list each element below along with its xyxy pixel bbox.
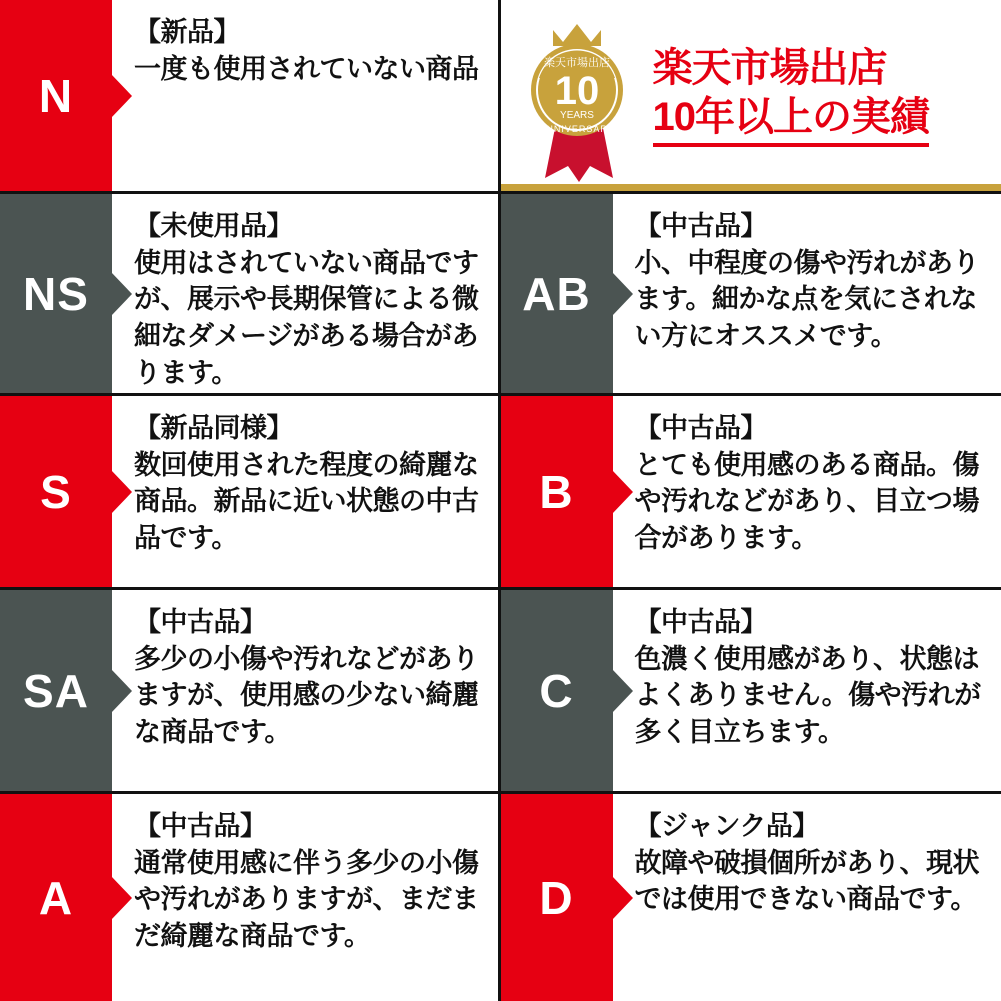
grade-text-a: [112, 794, 498, 1001]
svg-text:YEARS: YEARS: [559, 109, 594, 121]
arrow-icon: [111, 876, 132, 920]
arrow-icon: [111, 74, 132, 118]
grade-code-b: B: [539, 465, 574, 518]
anniversary-medal-icon: [509, 6, 645, 182]
grade-heading-d: 【ジャンク品】: [634, 811, 819, 841]
promo-banner: [501, 0, 1001, 194]
grade-description-d: 故障や破損個所があり、現状では使用できない商品です。: [634, 847, 979, 915]
grade-cell-s: [0, 396, 501, 590]
grade-text-sa: [112, 590, 498, 791]
grade-code-ns: NS: [23, 267, 89, 320]
grade-code-s: S: [40, 465, 72, 518]
grade-badge-b: [501, 396, 613, 587]
grade-description-c: 色濃く使用感があり、状態はよくありません。傷や汚れが多く目立ちます。: [634, 643, 981, 748]
grade-text-s: [112, 396, 498, 587]
grade-text-ab: [613, 194, 1001, 393]
grade-text-n: [112, 0, 498, 191]
grade-code-c: C: [539, 664, 574, 717]
arrow-icon: [612, 876, 633, 920]
grade-code-d: D: [539, 871, 574, 924]
grade-badge-sa: [0, 590, 112, 791]
grade-code-ab: AB: [522, 267, 591, 320]
grade-badge-s: [0, 396, 112, 587]
grade-description-b: とても使用感のある商品。傷や汚れなどがあり、目立つ場合があります。: [634, 449, 979, 554]
arrow-icon: [612, 669, 633, 713]
grade-text-c: [613, 590, 1001, 791]
grade-badge-ab: [501, 194, 613, 393]
grade-text-d: [613, 794, 1001, 1001]
promo-line2: 10年以上の実績: [653, 93, 930, 148]
grade-badge-ns: [0, 194, 112, 393]
arrow-icon: [111, 669, 132, 713]
grade-cell-b: [501, 396, 1001, 590]
grade-cell-n: [0, 0, 501, 194]
arrow-icon: [111, 272, 132, 316]
grade-heading-s: 【新品同様】: [134, 413, 293, 443]
grade-badge-n: [0, 0, 112, 191]
grade-description-ns: 使用はされていない商品ですが、展示や長期保管による微細なダメージがある場合があります。: [134, 247, 479, 388]
grade-badge-d: [501, 794, 613, 1001]
promo-line1: 楽天市場出店: [652, 45, 887, 90]
grade-text-b: [613, 396, 1001, 587]
grade-cell-ns: [0, 194, 501, 396]
grade-description-s: 数回使用された程度の綺麗な商品。新品に近い状態の中古品です。: [134, 449, 479, 554]
svg-text:ANNIVERSARY: ANNIVERSARY: [538, 123, 615, 134]
grade-cell-sa: [0, 590, 501, 794]
grade-cell-c: [501, 590, 1001, 794]
grade-cell-ab: [501, 194, 1001, 396]
svg-text:楽天市場出店: 楽天市場出店: [543, 56, 610, 69]
grade-description-n: 一度も使用されていない商品: [134, 53, 479, 84]
grade-heading-sa: 【中古品】: [134, 607, 267, 637]
grade-description-sa: 多少の小傷や汚れなどがありますが、使用感の少ない綺麗な商品です。: [134, 643, 479, 748]
grade-cell-a: [0, 794, 501, 1001]
grade-text-ns: [112, 194, 498, 393]
grade-badge-a: [0, 794, 112, 1001]
grade-heading-c: 【中古品】: [634, 607, 767, 637]
grade-heading-ns: 【未使用品】: [134, 211, 293, 241]
grade-heading-ab: 【中古品】: [634, 211, 767, 241]
grade-code-n: N: [38, 69, 74, 122]
promo-text: [645, 44, 1001, 148]
grade-heading-a: 【中古品】: [134, 811, 267, 841]
grade-description-a: 通常使用感に伴う多少の小傷や汚れがありますが、まだまだ綺麗な商品です。: [134, 847, 479, 952]
grade-heading-n: 【新品】: [134, 17, 240, 47]
grade-cell-d: [501, 794, 1001, 1001]
grade-description-ab: 小、中程度の傷や汚れがあります。細かな点を気にされない方にオススメです。: [634, 247, 979, 352]
arrow-icon: [612, 470, 633, 514]
arrow-icon: [612, 272, 633, 316]
svg-text:10: 10: [554, 68, 599, 113]
grade-code-sa: SA: [23, 664, 89, 717]
grade-badge-c: [501, 590, 613, 791]
arrow-icon: [111, 470, 132, 514]
grade-code-a: A: [38, 871, 74, 924]
grade-heading-b: 【中古品】: [634, 413, 767, 443]
